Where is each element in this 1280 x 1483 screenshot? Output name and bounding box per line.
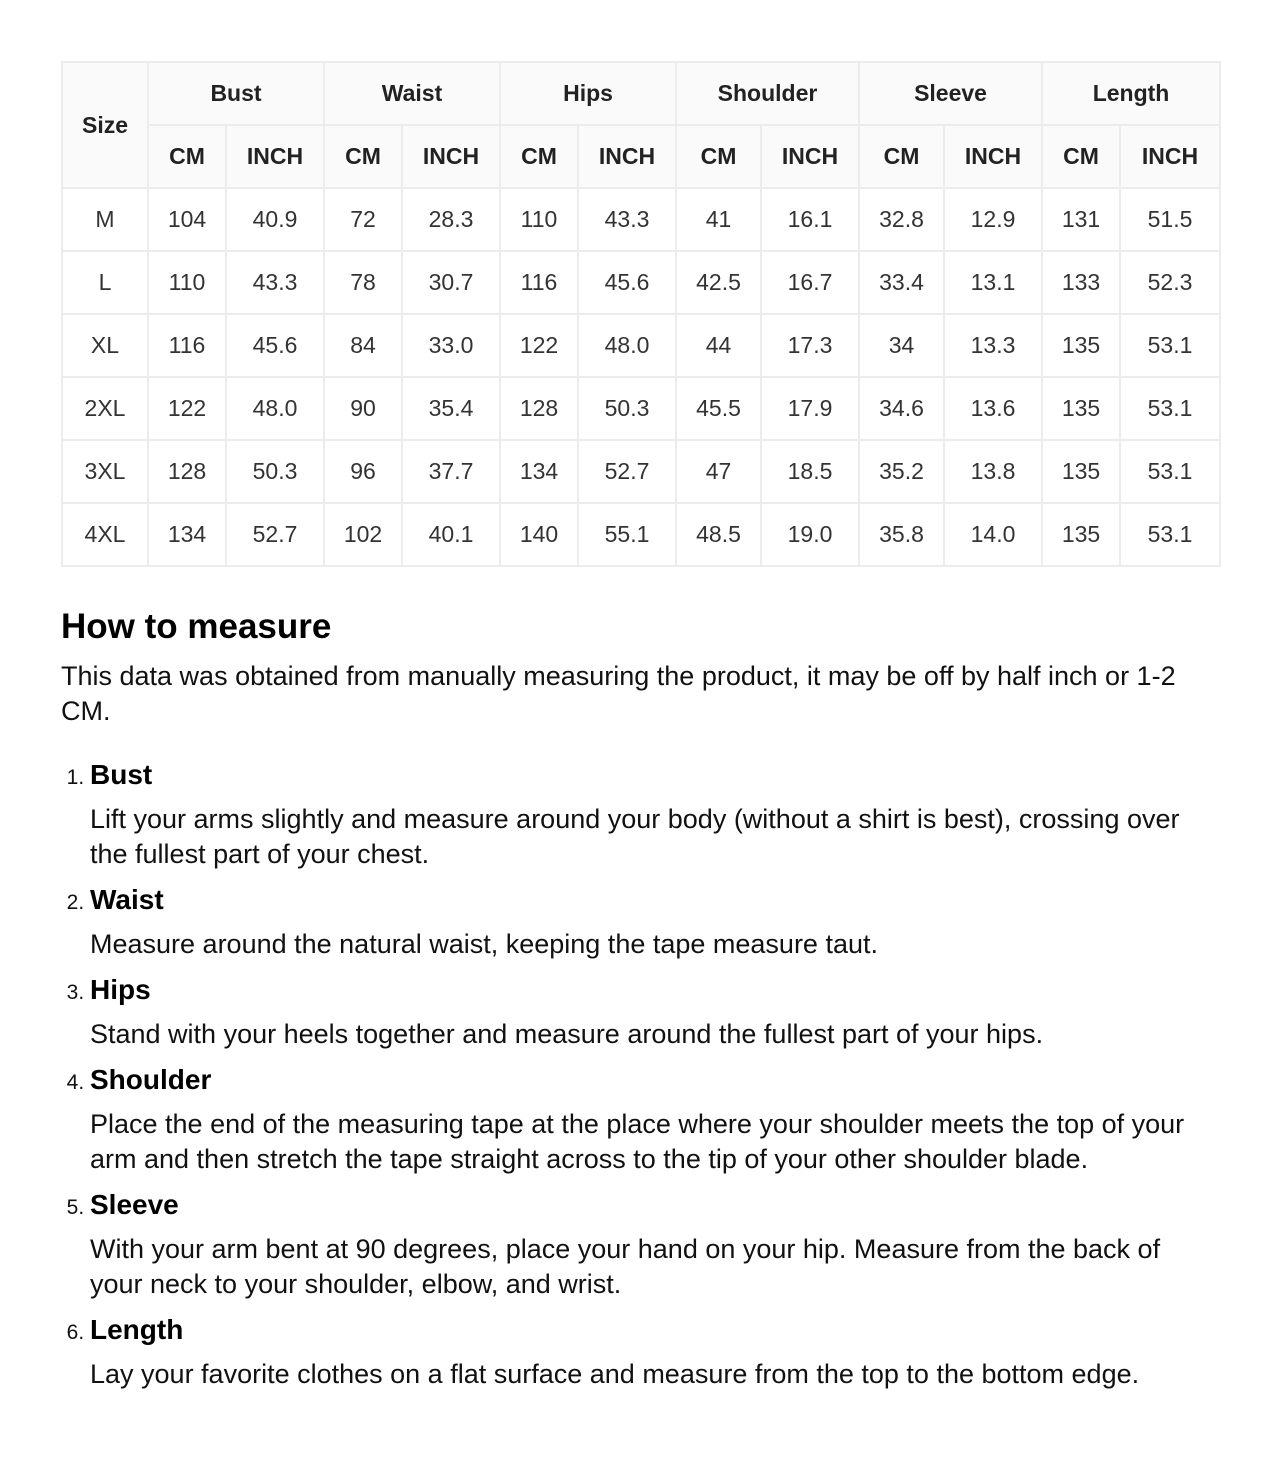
measurement-cell: 131	[1042, 188, 1120, 251]
measure-step-item	[90, 1312, 1219, 1392]
unit-header-inch: INCH	[402, 125, 500, 188]
measurement-cell: 135	[1042, 503, 1120, 566]
size-guide	[61, 61, 1219, 1402]
measurement-cell: 12.9	[944, 188, 1042, 251]
measurement-cell: 78	[324, 251, 402, 314]
measurement-cell: 17.3	[761, 314, 859, 377]
measurement-cell: 55.1	[578, 503, 676, 566]
measurement-cell: 42.5	[676, 251, 761, 314]
measurement-cell: 16.7	[761, 251, 859, 314]
measurement-cell: 48.5	[676, 503, 761, 566]
measurement-cell: 41	[676, 188, 761, 251]
measure-step-text: Lift your arms slightly and measure around your body (without a shirt is best), crossing over the fullest part of your chest.	[90, 804, 1180, 869]
table-header	[62, 62, 1220, 188]
group-header-hips: Hips	[500, 62, 676, 125]
measurement-cell: 33.0	[402, 314, 500, 377]
measure-steps-list	[61, 757, 1219, 1392]
unit-header-inch: INCH	[226, 125, 324, 188]
measurement-cell: 40.1	[402, 503, 500, 566]
measurement-cell: 51.5	[1120, 188, 1220, 251]
measurement-cell: 52.7	[578, 440, 676, 503]
measure-step-title: 2. Waist	[90, 884, 164, 915]
measurement-cell: 13.3	[944, 314, 1042, 377]
measurement-cell: 33.4	[859, 251, 944, 314]
measurement-cell: 40.9	[226, 188, 324, 251]
size-cell: 4XL	[62, 503, 148, 566]
measurement-cell: 53.1	[1120, 503, 1220, 566]
measurement-cell: 140	[500, 503, 578, 566]
measurement-cell: 110	[148, 251, 226, 314]
unit-header-inch: INCH	[761, 125, 859, 188]
unit-header-cm: CM	[500, 125, 578, 188]
group-header-sleeve: Sleeve	[859, 62, 1042, 125]
measurement-cell: 17.9	[761, 377, 859, 440]
measurement-cell: 47	[676, 440, 761, 503]
measurement-cell: 128	[148, 440, 226, 503]
size-cell: 2XL	[62, 377, 148, 440]
measurement-cell: 135	[1042, 314, 1120, 377]
measurement-cell: 34	[859, 314, 944, 377]
size-cell: L	[62, 251, 148, 314]
measurement-cell: 28.3	[402, 188, 500, 251]
measurement-cell: 96	[324, 440, 402, 503]
measurement-cell: 35.4	[402, 377, 500, 440]
how-to-measure-intro: This data was obtained from manually measuring the product, it may be off by half inch or 1-2 CM.	[61, 661, 1176, 726]
group-header-waist: Waist	[324, 62, 500, 125]
measure-step-text: Place the end of the measuring tape at the place where your shoulder meets the top of your arm and then stretch the tape straight across to the tip of your other shoulder blade.	[90, 1109, 1185, 1174]
measurement-cell: 13.1	[944, 251, 1042, 314]
measurement-cell: 32.8	[859, 188, 944, 251]
measurement-cell: 35.2	[859, 440, 944, 503]
measurement-cell: 43.3	[578, 188, 676, 251]
measurement-cell: 48.0	[226, 377, 324, 440]
measurement-cell: 34.6	[859, 377, 944, 440]
measurement-cell: 90	[324, 377, 402, 440]
size-cell: M	[62, 188, 148, 251]
measurement-cell: 45.6	[578, 251, 676, 314]
measurement-cell: 52.3	[1120, 251, 1220, 314]
unit-header-cm: CM	[324, 125, 402, 188]
measurement-cell: 53.1	[1120, 314, 1220, 377]
table-row	[62, 314, 1220, 377]
measure-step-item	[90, 882, 1219, 962]
measurement-cell: 134	[148, 503, 226, 566]
table-row	[62, 503, 1220, 566]
group-header-shoulder: Shoulder	[676, 62, 859, 125]
measurement-cell: 116	[148, 314, 226, 377]
measure-step-item	[90, 1062, 1219, 1177]
measurement-cell: 13.6	[944, 377, 1042, 440]
measurement-cell: 102	[324, 503, 402, 566]
measurement-cell: 110	[500, 188, 578, 251]
unit-header-inch: INCH	[578, 125, 676, 188]
table-body	[62, 188, 1220, 566]
group-header-length: Length	[1042, 62, 1220, 125]
measure-step-text: Measure around the natural waist, keeping the tape measure taut.	[90, 929, 878, 959]
measurement-cell: 135	[1042, 440, 1120, 503]
measurement-cell: 122	[500, 314, 578, 377]
measurement-cell: 45.6	[226, 314, 324, 377]
measurement-cell: 52.7	[226, 503, 324, 566]
measure-step-item	[90, 757, 1219, 872]
measure-step-title: 5. Sleeve	[90, 1189, 179, 1220]
group-header-row	[62, 62, 1220, 125]
measurement-cell: 45.5	[676, 377, 761, 440]
measure-step-title: 3. Hips	[90, 974, 151, 1005]
measurement-cell: 50.3	[578, 377, 676, 440]
measure-step-text: Stand with your heels together and measure around the fullest part of your hips.	[90, 1019, 1044, 1049]
measurement-cell: 30.7	[402, 251, 500, 314]
unit-header-inch: INCH	[1120, 125, 1220, 188]
measurement-cell: 53.1	[1120, 377, 1220, 440]
measure-step-title: 4. Shoulder	[90, 1064, 212, 1095]
unit-header-cm: CM	[1042, 125, 1120, 188]
measurement-cell: 116	[500, 251, 578, 314]
measure-step-title: 6. Length	[90, 1314, 184, 1345]
measurement-cell: 128	[500, 377, 578, 440]
measurement-cell: 37.7	[402, 440, 500, 503]
measurement-cell: 44	[676, 314, 761, 377]
measurement-cell: 35.8	[859, 503, 944, 566]
measure-step-text: Lay your favorite clothes on a flat surface and measure from the top to the bottom edge.	[90, 1359, 1140, 1389]
measurement-cell: 14.0	[944, 503, 1042, 566]
unit-header-inch: INCH	[944, 125, 1042, 188]
table-row	[62, 440, 1220, 503]
measurement-cell: 50.3	[226, 440, 324, 503]
measurement-cell: 135	[1042, 377, 1120, 440]
measurement-cell: 122	[148, 377, 226, 440]
size-cell: XL	[62, 314, 148, 377]
measurement-cell: 84	[324, 314, 402, 377]
how-to-measure-title: How to measure	[61, 607, 332, 646]
measurement-cell: 104	[148, 188, 226, 251]
measurement-cell: 19.0	[761, 503, 859, 566]
unit-header-cm: CM	[148, 125, 226, 188]
size-chart-table	[61, 61, 1221, 567]
size-header: Size	[62, 62, 148, 188]
measure-step-item	[90, 972, 1219, 1052]
measurement-cell: 18.5	[761, 440, 859, 503]
measurement-cell: 16.1	[761, 188, 859, 251]
measurement-cell: 13.8	[944, 440, 1042, 503]
measurement-cell: 53.1	[1120, 440, 1220, 503]
size-cell: 3XL	[62, 440, 148, 503]
measure-step-item	[90, 1187, 1219, 1302]
measure-step-title: 1. Bust	[90, 759, 153, 790]
measurement-cell: 133	[1042, 251, 1120, 314]
unit-header-row	[62, 125, 1220, 188]
measure-step-text: With your arm bent at 90 degrees, place your hand on your hip. Measure from the back of your neck to your shoulder, elbow, and wrist.	[90, 1234, 1161, 1299]
unit-header-cm: CM	[676, 125, 761, 188]
group-header-bust: Bust	[148, 62, 324, 125]
table-row	[62, 251, 1220, 314]
unit-header-cm: CM	[859, 125, 944, 188]
table-row	[62, 188, 1220, 251]
measurement-cell: 134	[500, 440, 578, 503]
measurement-cell: 72	[324, 188, 402, 251]
measurement-cell: 48.0	[578, 314, 676, 377]
table-row	[62, 377, 1220, 440]
measurement-cell: 43.3	[226, 251, 324, 314]
